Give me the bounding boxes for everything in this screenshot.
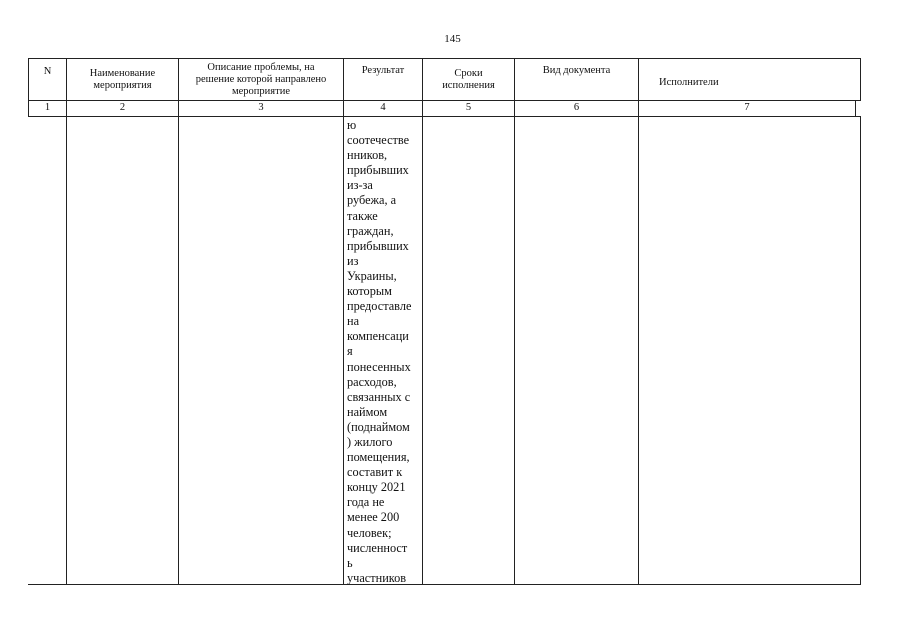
table-top-border — [28, 58, 861, 59]
column-number-1: 1 — [44, 102, 51, 113]
column-number-5: 5 — [465, 102, 472, 113]
col-divider-4-5 — [422, 58, 423, 585]
column-number-3: 3 — [258, 102, 264, 113]
col-divider-3-4 — [343, 58, 344, 585]
header-document-type: Вид документа — [542, 65, 611, 76]
header-number: N — [43, 66, 52, 77]
table-bottom-border — [28, 584, 861, 585]
column-number-4: 4 — [380, 102, 386, 113]
header-result: Результат — [361, 65, 405, 76]
col-divider-5-6 — [514, 58, 515, 585]
column-number-6: 6 — [573, 102, 580, 113]
column-number-7: 7 — [744, 102, 750, 113]
col-divider-right-numbers — [855, 100, 856, 117]
col-divider-1-2 — [66, 58, 67, 585]
number-row-bottom-border — [28, 116, 861, 117]
header-problem-description: Описание проблемы, на решение которой направлено мероприятие — [195, 62, 327, 97]
col-divider-2-3 — [178, 58, 179, 585]
col-divider-right-header — [860, 58, 861, 101]
header-measure-name: Наименование мероприятия — [89, 68, 156, 91]
col-divider-6-7 — [638, 58, 639, 585]
header-executors: Исполнители — [659, 77, 719, 88]
page-number: 145 — [444, 33, 461, 45]
col-divider-right-body — [860, 116, 861, 585]
header-deadlines: Сроки исполнения — [442, 68, 495, 91]
result-cell-text: ю соотечестве нников, прибывших из-за рубежа, а также граждан, прибывших из Украины, которым предоставле на компенсаци я понесенных расходов, связанных с наймом (поднаймом ) жилого помещения, составит к концу 2021 года не менее 200 человек; численност ь участников — [347, 118, 412, 585]
column-number-2: 2 — [119, 102, 126, 113]
